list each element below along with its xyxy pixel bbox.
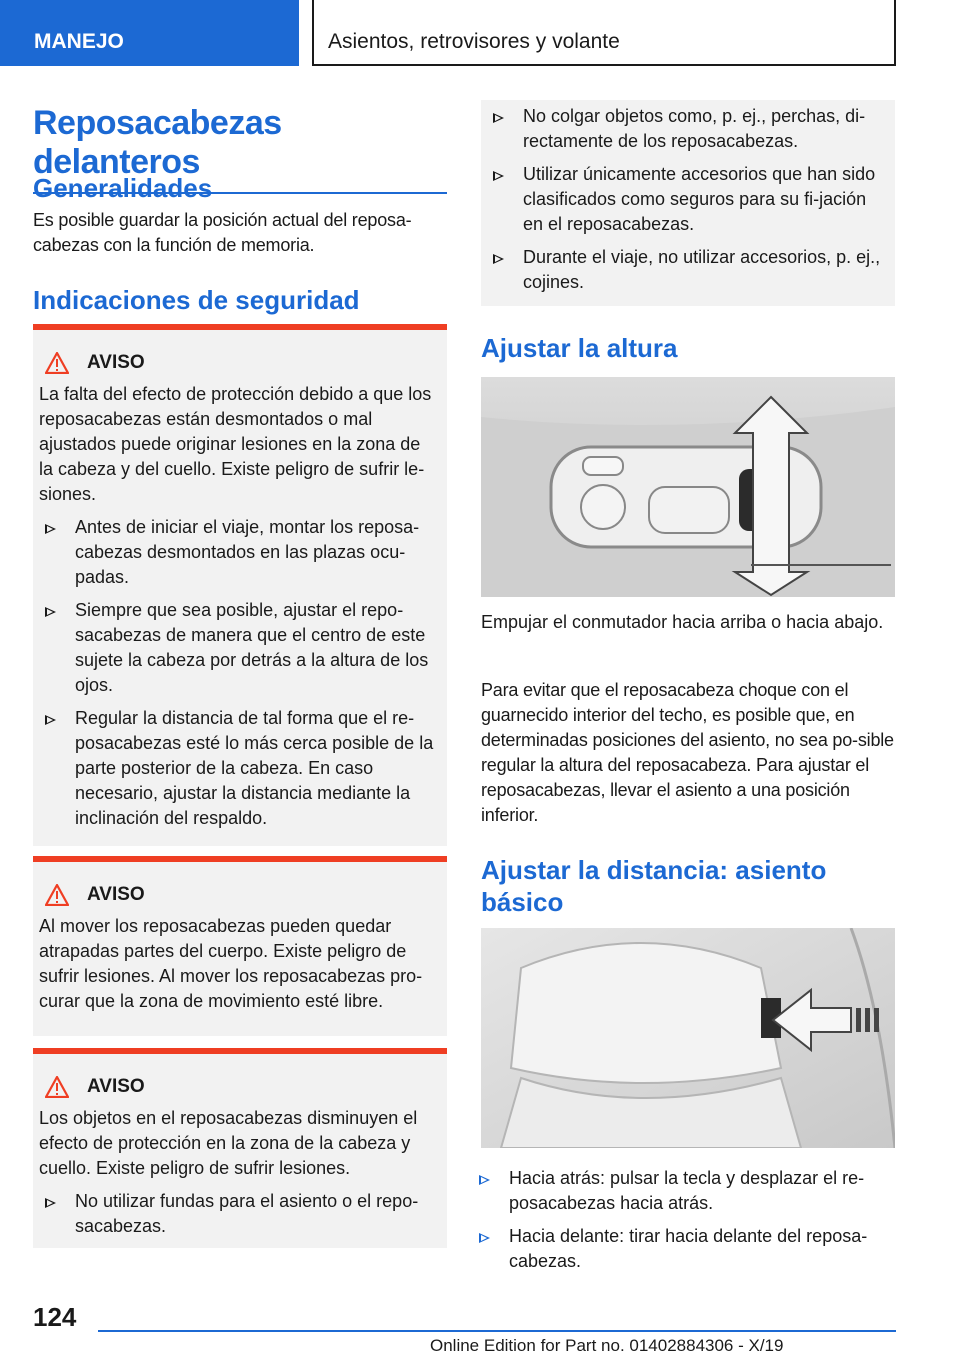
list-item: Utilizar únicamente accesorios que han sido clasificados como seguros para su fi-jación en el reposacabezas. (481, 162, 883, 237)
general-text: Es posible guardar la posición actual del reposa-cabezas con la función de memoria. (33, 210, 412, 255)
warning-header (45, 1076, 447, 1098)
list-item: Hacia delante: tirar hacia delante del reposa-cabezas. (467, 1224, 895, 1274)
warning-triangle-icon (45, 884, 69, 906)
warning-list (33, 1189, 447, 1239)
warning-label: AVISO (87, 884, 145, 905)
warning-box-2 (33, 856, 447, 1036)
seat-switch-illustration (481, 377, 895, 597)
warning-header (45, 884, 447, 906)
warning-box-3-left (33, 1048, 447, 1248)
warning-label: AVISO (87, 1076, 145, 1097)
warning-triangle-icon (45, 352, 69, 374)
warning-list (33, 515, 447, 831)
warning-text: La falta del efecto de protección debido a que los reposacabezas están desmontados o mal ajustados puede originar lesiones en la zona de la cabeza y del cuello. Existe peligro de sufrir le-siones. (39, 384, 432, 504)
seat-switch-drawing (481, 377, 895, 597)
heading-distance: Ajustar la distancia: asiento básico (481, 855, 827, 917)
bullet-triangle-icon (479, 1233, 490, 1243)
warning-text: Los objetos en el reposacabezas disminuyen el efecto de protección en la zona de la cabeza y cuello. Existe peligro de sufrir lesiones. (39, 1108, 418, 1178)
footer-divider (98, 1330, 896, 1332)
bullet-triangle-icon (45, 715, 56, 725)
list-item: Regular la distancia de tal forma que el re-posacabezas esté lo más cerca posible de la parte posterior de la cabeza. En caso necesario, ajustar la distancia mediante la inclinación del respaldo. (33, 706, 435, 831)
warning-label: AVISO (87, 352, 145, 373)
page-header (0, 0, 960, 66)
height-text: Para evitar que el reposacabeza choque con el guarnecido interior del techo, es posible que, en determinadas posiciones del asiento, no sea po-sible regular la altura del reposacabeza. Para ajustar el reposacabezas, llevar el asiento a una posición inferior. (481, 680, 894, 825)
warning-box-1 (33, 324, 447, 846)
bullet-triangle-icon (479, 1175, 490, 1185)
chapter-title: Asientos, retrovisores y volante (312, 0, 896, 66)
section-tab: MANEJO (0, 0, 299, 66)
warning-header (45, 352, 447, 374)
headrest-illustration (481, 928, 895, 1148)
list-item: No colgar objetos como, p. ej., perchas, di-rectamente de los reposacabezas. (481, 104, 883, 154)
distance-list (467, 1158, 895, 1274)
bullet-triangle-icon (45, 607, 56, 617)
bullet-triangle-icon (493, 254, 504, 264)
heading-safety: Indicaciones de seguridad (33, 285, 360, 315)
list-item: No utilizar fundas para el asiento o el repo-sacabezas. (33, 1189, 435, 1239)
warning-box-3-right (481, 100, 895, 306)
list-item: Durante el viaje, no utilizar accesorios, p. ej., cojines. (481, 245, 883, 295)
height-caption: Empujar el conmutador hacia arriba o hacia abajo. (481, 612, 884, 632)
list-item: Siempre que sea posible, ajustar el repo-sacabezas de manera que el centro de este sujete la cabeza por detrás a la altura de los ojos. (33, 598, 435, 698)
list-item: Antes de iniciar el viaje, montar los reposa-cabezas desmontados en las plazas ocu-padas. (33, 515, 435, 590)
heading-height: Ajustar la altura (481, 333, 678, 363)
warning-text: Al mover los reposacabezas pueden quedar atrapadas partes del cuerpo. Existe peligro de sufrir lesiones. Al mover los reposacabezas pro-curar que la zona de movimiento esté libre. (39, 916, 423, 1011)
heading-general: Generalidades (33, 173, 213, 203)
warning-list (481, 104, 895, 295)
list-item: Hacia atrás: pulsar la tecla y desplazar el re-posacabezas hacia atrás. (467, 1166, 895, 1216)
edition-note: Online Edition for Part no. 01402884306 - X/19 (430, 1336, 784, 1355)
headrest-drawing (481, 928, 895, 1148)
warning-triangle-icon (45, 1076, 69, 1098)
bullet-triangle-icon (493, 113, 504, 123)
page-number: 124 (33, 1302, 77, 1332)
bullet-triangle-icon (45, 524, 56, 534)
page-title: Reposacabezas delanteros (33, 104, 447, 194)
bullet-triangle-icon (493, 171, 504, 181)
bullet-triangle-icon (45, 1198, 56, 1208)
